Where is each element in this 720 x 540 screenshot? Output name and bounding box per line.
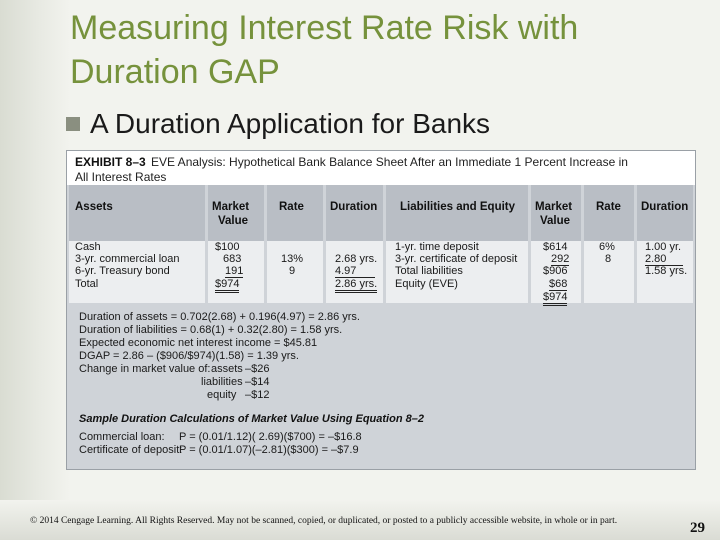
header-assets-label: Assets <box>75 201 113 213</box>
asset-rate: 13% <box>281 253 304 265</box>
header-mvb-line1: Market <box>535 201 573 213</box>
liability-value: $974 <box>543 291 567 306</box>
exhibit-image <box>66 150 696 470</box>
header-duration-label: Duration <box>330 201 378 213</box>
asset-value: 683 <box>223 253 242 265</box>
asset-duration: 4.97 <box>335 265 375 278</box>
asset-duration: 2.86 yrs. <box>335 278 377 293</box>
calc-line: Duration of liabilities = 0.68(1) + 0.32(2.80) = 1.58 yrs. <box>79 324 343 336</box>
header-market-value-b <box>531 185 581 241</box>
liability-duration: 2.80 <box>645 253 683 266</box>
asset-rate: 9 <box>289 265 296 277</box>
title-line-2: Duration GAP <box>70 53 280 91</box>
exhibit-caption: EVE Analysis: Hypothetical Bank Balance Sheet After an Immediate 1 Percent Increase in <box>151 155 628 169</box>
liability-duration: 1.00 yr. <box>645 241 682 253</box>
header-durationb-label: Duration <box>641 201 689 213</box>
asset-duration: 2.68 yrs. <box>335 253 378 265</box>
sample-label: Commercial loan: <box>79 431 165 443</box>
exhibit-caption-line-2: All Interest Rates <box>75 170 167 184</box>
header-rate <box>267 185 323 241</box>
header-market-value <box>208 185 264 241</box>
liability-duration: 1.58 yrs. <box>645 265 688 277</box>
liability-name: 1-yr. time deposit <box>395 241 479 253</box>
calc-liabilities-label: liabilities <box>201 376 243 388</box>
calc-equity-label: equity <box>207 389 237 401</box>
bullet-item <box>66 108 490 140</box>
exhibit-header <box>67 151 695 185</box>
calc-line: Expected economic net interest income = $45.81 <box>79 337 318 349</box>
liability-name: Equity (EVE) <box>395 278 458 290</box>
header-duration-b <box>637 185 693 241</box>
liability-name: 3-yr. certificate of deposit <box>395 253 518 265</box>
sample-heading: Sample Duration Calculations of Market Value Using Equation 8–2 <box>79 413 424 425</box>
header-mv-line2: Value <box>218 215 249 227</box>
calc-assets-label: assets <box>211 363 243 375</box>
bullet-square-icon <box>66 117 80 131</box>
title-line-1: Measuring Interest Rate Risk with <box>70 9 579 47</box>
calc-liabilities-value: –$14 <box>245 376 270 388</box>
header-rate-b <box>584 185 634 241</box>
asset-name: 6-yr. Treasury bond <box>75 265 170 277</box>
slide-title <box>70 6 710 94</box>
asset-name: 3-yr. commercial loan <box>75 253 180 265</box>
header-mv-line1: Market <box>212 201 250 213</box>
calc-equity-value: –$12 <box>245 389 270 401</box>
header-mvb-line2: Value <box>540 215 571 227</box>
header-rateb-label: Rate <box>596 201 621 213</box>
header-assets <box>69 185 205 241</box>
calc-line: DGAP = 2.86 – ($906/$974)(1.58) = 1.39 yrs. <box>79 350 299 362</box>
header-liabilities-label: Liabilities and Equity <box>400 201 516 213</box>
exhibit-number: EXHIBIT 8–3 <box>75 155 146 169</box>
asset-name: Cash <box>75 241 101 253</box>
calc-line: Duration of assets = 0.702(2.68) + 0.196(4.97) = 2.86 yrs. <box>79 311 360 323</box>
page-number: 29 <box>690 520 705 536</box>
liability-value: $906 <box>543 265 568 277</box>
bullet-text: A Duration Application for Banks <box>90 108 491 139</box>
header-duration <box>326 185 383 241</box>
liability-value: $614 <box>543 241 568 253</box>
liability-rate: 8 <box>605 253 612 265</box>
liability-value: 292 <box>551 253 570 265</box>
calc-assets-value: –$26 <box>245 363 270 375</box>
asset-value: $974 <box>215 278 239 293</box>
sample-formula: P = (0.01/1.07)(–2.81)($300) = –$7.9 <box>179 444 359 456</box>
copyright-footer: © 2014 Cengage Learning. All Rights Reserved. May not be scanned, copied, or duplicated, or posted to a publicly accessible website, in whole or in part. <box>30 516 618 526</box>
asset-value: $100 <box>215 241 240 253</box>
liability-name: Total liabilities <box>395 265 463 277</box>
asset-value: 191 <box>225 265 244 277</box>
header-liabilities <box>386 185 528 241</box>
liability-value: $68 <box>549 278 568 290</box>
header-rate-label: Rate <box>279 201 304 213</box>
liability-rate: 6% <box>599 241 615 253</box>
sample-label: Certificate of deposit: <box>79 444 183 456</box>
sample-formula: P = (0.01/1.12)( 2.69)($700) = –$16.8 <box>179 431 362 443</box>
asset-name: Total <box>75 278 99 290</box>
calc-line: Change in market value of: <box>79 363 211 375</box>
